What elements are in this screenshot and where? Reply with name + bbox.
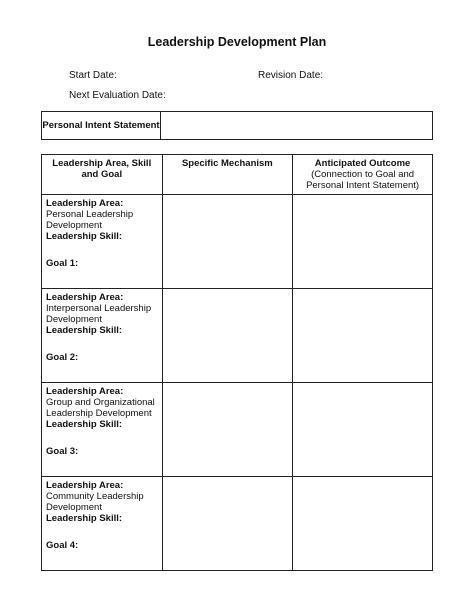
table-row (42, 289, 433, 383)
intent-statement-label: Personal Intent Statement (42, 112, 161, 140)
table-row (42, 477, 433, 571)
area-cell (42, 195, 163, 289)
area-value: Group and Organizational Leadership Development (46, 397, 155, 419)
goal-label: Goal 1: (46, 258, 79, 269)
mechanism-cell[interactable] (162, 195, 293, 289)
header-anticipated-outcome (293, 155, 433, 195)
area-label: Leadership Area: (46, 386, 124, 397)
intent-statement-field[interactable] (161, 112, 433, 140)
outcome-cell[interactable] (293, 383, 433, 477)
mechanism-cell[interactable] (162, 477, 293, 571)
mechanism-cell[interactable] (162, 383, 293, 477)
header-area-skill-goal: Leadership Area, Skill and Goal (42, 155, 163, 195)
skill-label: Leadership Skill: (46, 231, 123, 242)
header-anticipated-outcome-sub: (Connection to Goal and Personal Intent Statement) (306, 169, 420, 191)
goal-label: Goal 3: (46, 446, 79, 457)
area-label: Leadership Area: (46, 198, 124, 209)
header-anticipated-outcome-title: Anticipated Outcome (314, 158, 411, 169)
table-header-row (42, 155, 433, 195)
area-cell (42, 289, 163, 383)
skill-label: Leadership Skill: (46, 419, 123, 430)
area-cell (42, 477, 163, 571)
next-evaluation-date-label: Next Evaluation Date: (69, 90, 166, 101)
mechanism-cell[interactable] (162, 289, 293, 383)
outcome-cell[interactable] (293, 195, 433, 289)
header-specific-mechanism: Specific Mechanism (162, 155, 293, 195)
skill-label: Leadership Skill: (46, 325, 123, 336)
intent-statement-table (41, 111, 433, 140)
goal-label: Goal 4: (46, 540, 79, 551)
goal-label: Goal 2: (46, 352, 79, 363)
development-plan-table (41, 154, 433, 571)
area-value: Community Leadership Development (46, 491, 144, 513)
area-value: Interpersonal Leadership Development (46, 303, 152, 325)
page-title: Leadership Development Plan (147, 35, 327, 49)
outcome-cell[interactable] (293, 289, 433, 383)
area-label: Leadership Area: (46, 480, 124, 491)
revision-date-label: Revision Date: (258, 70, 324, 81)
outcome-cell[interactable] (293, 477, 433, 571)
area-label: Leadership Area: (46, 292, 124, 303)
skill-label: Leadership Skill: (46, 513, 123, 524)
start-date-label: Start Date: (69, 70, 117, 81)
table-row (42, 195, 433, 289)
area-cell (42, 383, 163, 477)
area-value: Personal Leadership Development (46, 209, 134, 231)
table-row (42, 383, 433, 477)
